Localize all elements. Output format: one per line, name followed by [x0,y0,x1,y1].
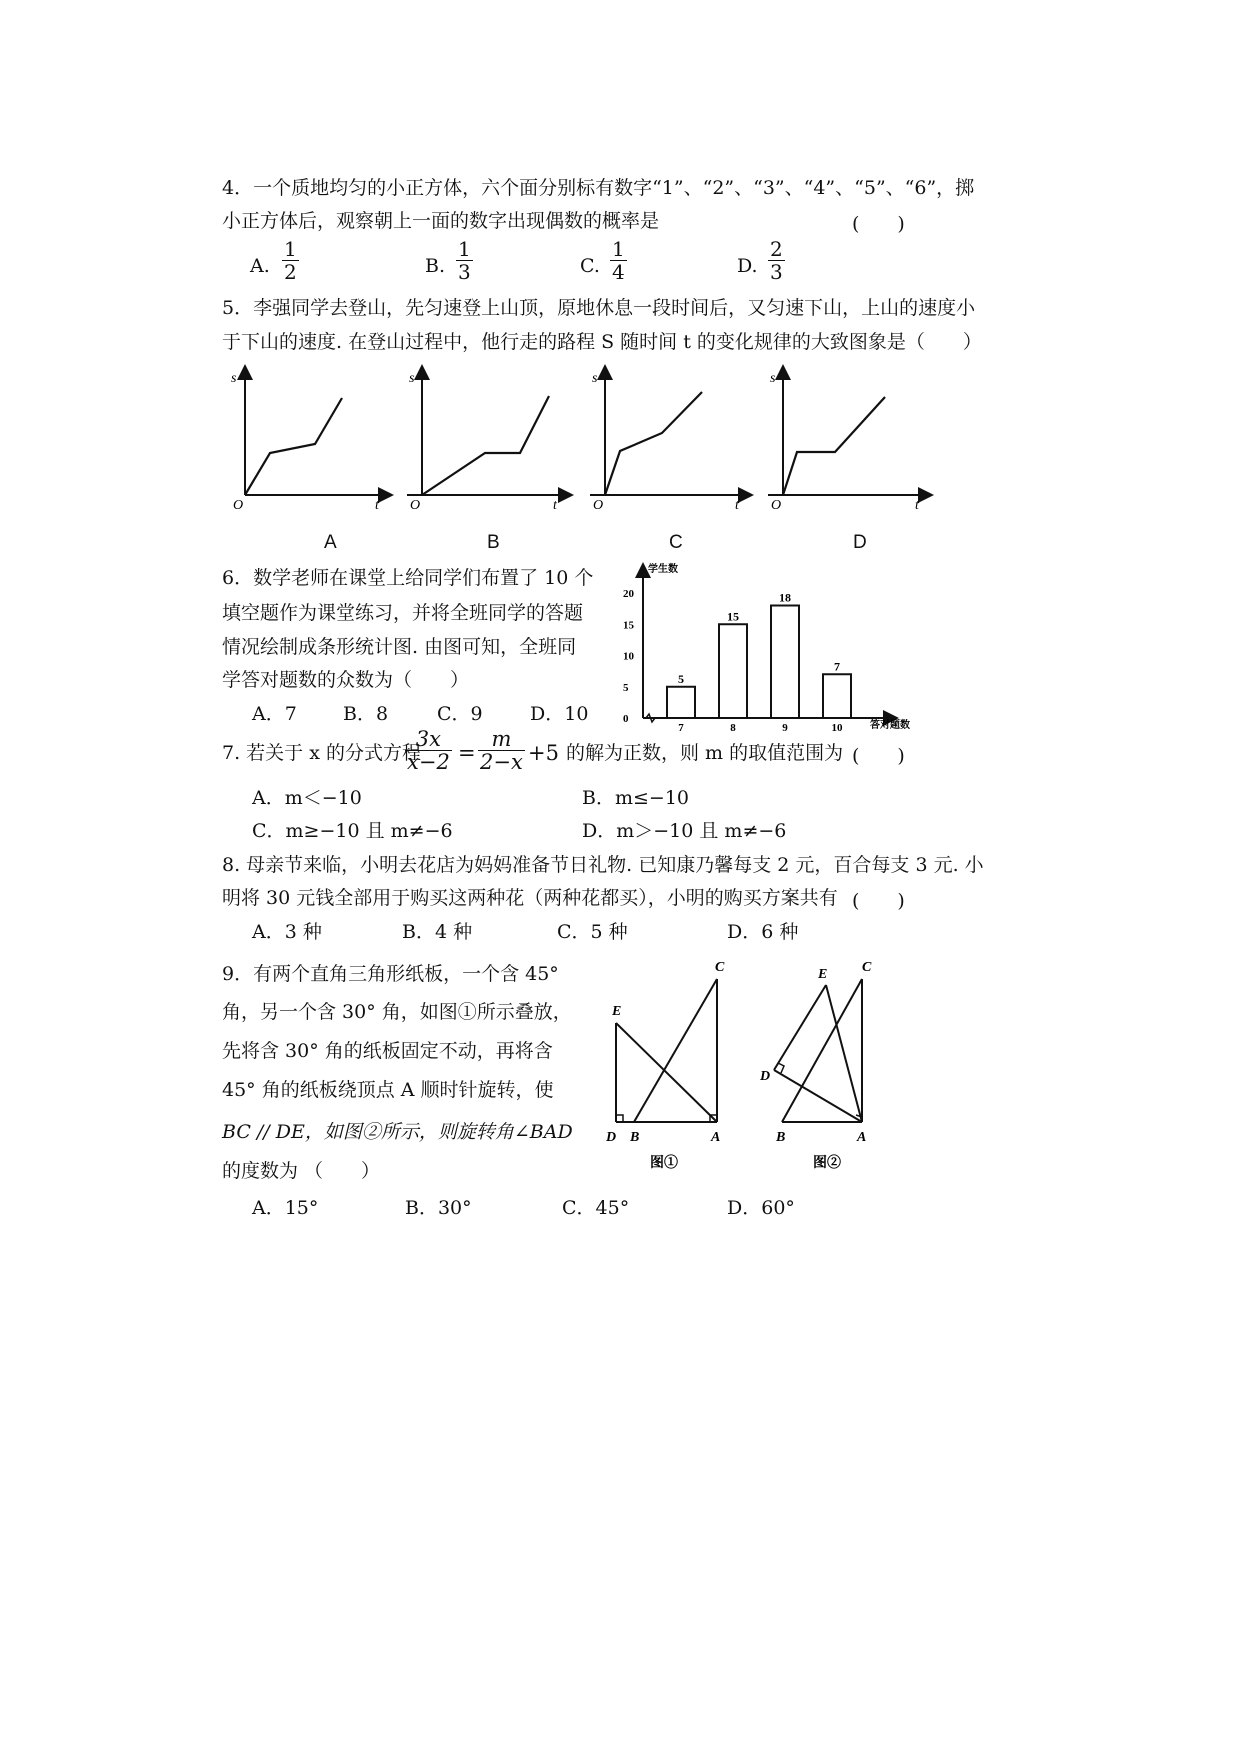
q4-option-a-label: A. [250,255,270,277]
q7-plus-five: +5 [528,741,559,765]
q8-option-c: C．5 种 [557,921,628,943]
q5-graph-c [590,368,750,513]
q6-line4: 学答对题数的众数为（ ） [222,669,470,691]
q5-graph-c-s: s [592,371,598,386]
q5-graph-c-t: t [735,498,739,513]
q5-line2: 于下山的速度. 在登山过程中，他行走的路程 S 随时间 t 的变化规律的大致图象是（ ） [222,331,982,353]
q4-option-c-den: 4 [612,260,625,284]
q6-option-a: A．7 [252,703,297,725]
q9-line4: 45° 角的纸板绕顶点 A 顺时针旋转，使 [222,1079,554,1101]
q5-graph-b [407,368,570,513]
q5-line1: 5．李强同学去登山，先匀速登上山顶，原地休息一段时间后，又匀速下山，上山的速度小 [222,297,976,319]
q4-option-c-fraction [610,238,627,283]
q5-graph-d-s: s [770,371,776,386]
q6-option-b: B．8 [343,703,389,725]
q9-line2: 角，另一个含 30° 角，如图①所示叠放， [222,1001,572,1023]
q8-line1: 8. 母亲节来临，小明去花店为妈妈准备节日礼物. 已知康乃馨每支 2 元，百合每支 3 元. 小 [222,854,984,876]
q9-line1: 9．有两个直角三角形纸板，一个含 45° [222,963,559,985]
q4-option-d-fraction [768,238,785,283]
fig2-caption: 图② [813,1156,841,1171]
q9-line6: 的度数为 （ ） [222,1160,381,1182]
q4-option-b-num: 1 [458,237,471,261]
q5-graph-b-curve [422,396,549,495]
fig1-label-c: C [715,960,725,975]
q9-figure-2 [774,979,862,1122]
q9-option-b: B．30° [405,1197,472,1219]
fig1-label-b: B [630,1130,640,1145]
q4-option-b-den: 3 [458,260,471,284]
q4-option-b-fraction [456,238,473,283]
chart-ytick-15: 15 [623,619,634,632]
q7-suffix: 的解为正数，则 m 的取值范围为 [566,742,844,764]
fig2-label-e: E [818,967,828,982]
q4-option-a-den: 2 [284,260,297,284]
q6-option-d: D．10 [530,703,589,725]
q4-answer-paren: ( ) [852,213,905,235]
fig2-label-a: A [857,1130,867,1145]
q9-option-a: A．15° [252,1197,319,1219]
chart-value-label-8: 15 [727,609,739,624]
fig1-ea [616,1023,717,1122]
chart-ytick-5: 5 [623,681,629,694]
q6-bar-chart [615,556,935,736]
q4-line1: 4．一个质地均匀的小正方体，六个面分别标有数字“1”、“2”、“3”、“4”、“5”、“6”，掷 [222,177,975,199]
chart-bar-10 [823,674,851,718]
q4-line2: 小正方体后，观察朝上一面的数字出现偶数的概率是 [222,210,660,232]
q5-graph-a-s: s [231,371,237,386]
q8-line2: 明将 30 元钱全部用于购买这两种花（两种花都买），小明的购买方案共有 [222,887,838,909]
q7-prefix [222,741,421,765]
q5-graph-a-curve [245,398,342,495]
q7-fraction-2 [478,728,525,773]
q9-line3: 先将含 30° 角的纸板固定不动，再将含 [222,1040,553,1062]
fig2-label-c: C [862,960,872,975]
q6-line2: 填空题作为课堂练习，并将全班同学的答题 [222,602,584,624]
q4-option-d-den: 3 [770,260,783,284]
q6-line3: 情况绘制成条形统计图. 由图可知，全班同 [222,636,577,658]
q7-frac1-num: 3x [415,727,442,751]
q9-line5: BC // DE，如图②所示，则旋转角∠BAD [222,1121,573,1143]
q5-graph-b-s: s [409,371,415,386]
q5-graph-d-curve [783,397,885,495]
fig1-label-e: E [612,1004,622,1019]
q4-option-b-label: B. [425,255,446,277]
fig2-right-angle-d [778,1063,784,1073]
chart-bar-7 [667,687,695,718]
q8-option-d: D．6 种 [727,921,799,943]
q4-option-a-fraction [282,238,299,283]
fig2-label-d: D [760,1069,771,1084]
fig1-label-a: A [711,1130,721,1145]
q9-figures [600,955,900,1175]
q7-option-a: A．m＜−10 [252,787,362,809]
fig1-right-angle-d [616,1115,623,1122]
chart-xlabel: 答对题数 [870,720,910,731]
q5-label-d: D [853,532,867,553]
chart-value-label-10: 7 [834,659,840,674]
q4-option-a-num: 1 [284,237,297,261]
q7-option-d: D．m＞−10 且 m≠−6 [582,820,787,842]
q5-label-b: B [487,532,500,553]
chart-ytick-0: 0 [623,713,629,725]
q8-answer-paren: ( ) [852,890,905,912]
q7-option-b: B．m≤−10 [582,787,689,809]
chart-ytick-20: 20 [623,588,634,600]
fig2-label-b: B [776,1130,786,1145]
q5-graph-c-curve [605,392,702,495]
q7-fraction-1 [405,728,452,773]
chart-category-label-8: 8 [730,722,736,734]
q5-graph-b-t: t [553,498,557,513]
q7-frac2-num: m [491,727,512,751]
q4-option-d-label: D. [737,255,758,277]
chart-bar-9 [771,606,799,719]
fig2-cb [782,979,862,1122]
q5-graph-c-o: O [593,498,604,513]
fig1-caption: 图① [650,1156,678,1171]
q7-prefix-text: 7. 若关于 x 的分式方程 [222,742,421,764]
chart-category-label-10: 10 [831,722,843,734]
q4-option-c-num: 1 [612,237,625,261]
chart-ytick-10: 10 [623,650,634,663]
q9-option-d: D．60° [727,1197,795,1219]
chart-category-label-7: 7 [678,722,684,734]
q4-option-c-label: C. [580,255,600,277]
q7-equals: = [458,741,476,765]
q5-graph-b-o: O [410,498,421,513]
q5-label-c: C [669,532,683,553]
q5-label-a: A [324,532,337,553]
q5-graph-a [231,368,390,513]
q6-line1: 6．数学老师在课堂上给同学们布置了 10 个 [222,567,594,589]
chart-category-label-9: 9 [782,722,788,734]
q5-graph-a-t: t [375,498,379,513]
fig2-ea [826,985,862,1122]
q5-graph-d-o: O [771,498,782,513]
chart-bar-8 [719,624,747,718]
q5-graph-a-o: O [233,498,244,513]
q7-frac1-den: x−2 [407,750,450,774]
q9-figure-1 [616,979,717,1122]
chart-ylabel: 学生数 [648,564,678,575]
fig1-cb [634,979,717,1122]
q7-frac2-den: 2−x [480,750,523,774]
chart-value-label-7: 5 [678,671,684,686]
q6-option-c: C．9 [437,703,483,725]
q5-graph-d-t: t [915,498,919,513]
q7-option-c: C．m≥−10 且 m≠−6 [252,820,453,842]
q5-graphs [225,360,955,520]
q8-option-a: A．3 种 [252,921,322,943]
q4-option-d-num: 2 [770,237,783,261]
fig1-label-d: D [606,1130,617,1145]
q9-option-c: C．45° [562,1197,630,1219]
q8-option-b: B．4 种 [402,921,473,943]
q7-answer-paren: ( ) [852,745,905,767]
q5-graph-d [768,368,930,513]
chart-value-label-9: 18 [779,590,791,605]
